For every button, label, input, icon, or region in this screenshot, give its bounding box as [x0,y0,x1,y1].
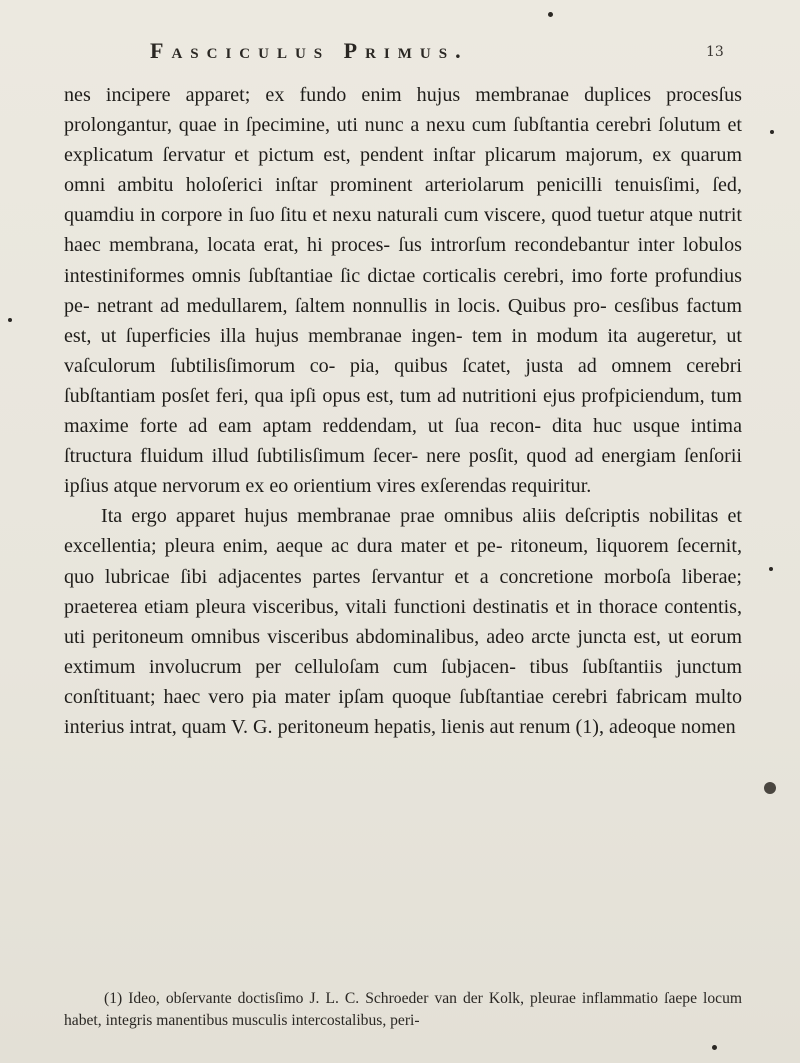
paragraph: Ita ergo apparet hujus membranae prae omnibus aliis deſcriptis nobilitas et excellentia; pleura enim, aeque ac dura mater et pe- ritoneum, liquorem ſecernit, quo lubricae ſibi adjacentes partes ſervantur et a concretione morboſa liberae; praeterea etiam pleura visceribus, vitali functioni destinatis et in thorace contentis, uti peritoneum omnibus visceribus abdominalibus, adeo arcte juncta est, ut eorum extimum involucrum per celluloſam cum ſubjacen- tibus ſubſtantiis junctum conſtituant; haec vero pia mater ipſam quoque ſubſtantiae cerebri fabricam multo interius intrat, quam V. G. peritoneum hepatis, lienis aut renum (1), adeoque nomen [64,505,742,738]
footnote [64,988,742,1032]
body-text [64,80,742,742]
page-number: 13 [706,44,724,60]
footnote-text: (1) Ideo, obſervante doctisſimo J. L. C. Schroeder van der Kolk, pleurae inflammatio ſaepe locum habet, integris manentibus musculis intercostalibus, peri- [64,990,742,1029]
running-head: Fasciculus Primus. [150,38,469,63]
paragraph: nes incipere apparet; ex fundo enim hujus membranae duplices procesſus prolongantur, quae in ſpecimine, uti nunc a nexu cum ſubſtantia cerebri ſolutum et explicatum ſervatur et pictum est, pendent inſtar plicarum majorum, ex quarum omni ambitu holoſerici inſtar prominent arteriolarum penicilli tenuisſimi, ſed, quamdiu in corpore in ſuo ſitu et nexu naturali cum viscere, quod tuetur atque nutrit haec membrana, locata erat, hi proces- ſus introrſum recondebantur inter lobulos intestiniformes omnis ſubſtantiae ſic dictae corticalis cerebri, imo forte profundius pe- netrant ad medullarem, ſaltem nonnullis in locis. Quibus pro- cesſibus factum est, ut ſuperficies illa hujus membranae ingen- tem in modum ita augeretur, ut vaſculorum ſubtilisſimorum co- pia, quibus ſcatet, justa ad omnem cerebri ſubſtantiam posſet feri, qua ipſi opus est, tum ad nutritioni ejus profpiciendum, tum maxime forte ad eam aptam reddendam, ut ſua recon- dita huc usque intima ſtructura fluidum illud ſubtilisſimum ſecer- nere posſit, quod ad energiam ſenſorii ipſius atque nervorum ex eo orientium vires exſerendas requiritur. [64,84,742,498]
